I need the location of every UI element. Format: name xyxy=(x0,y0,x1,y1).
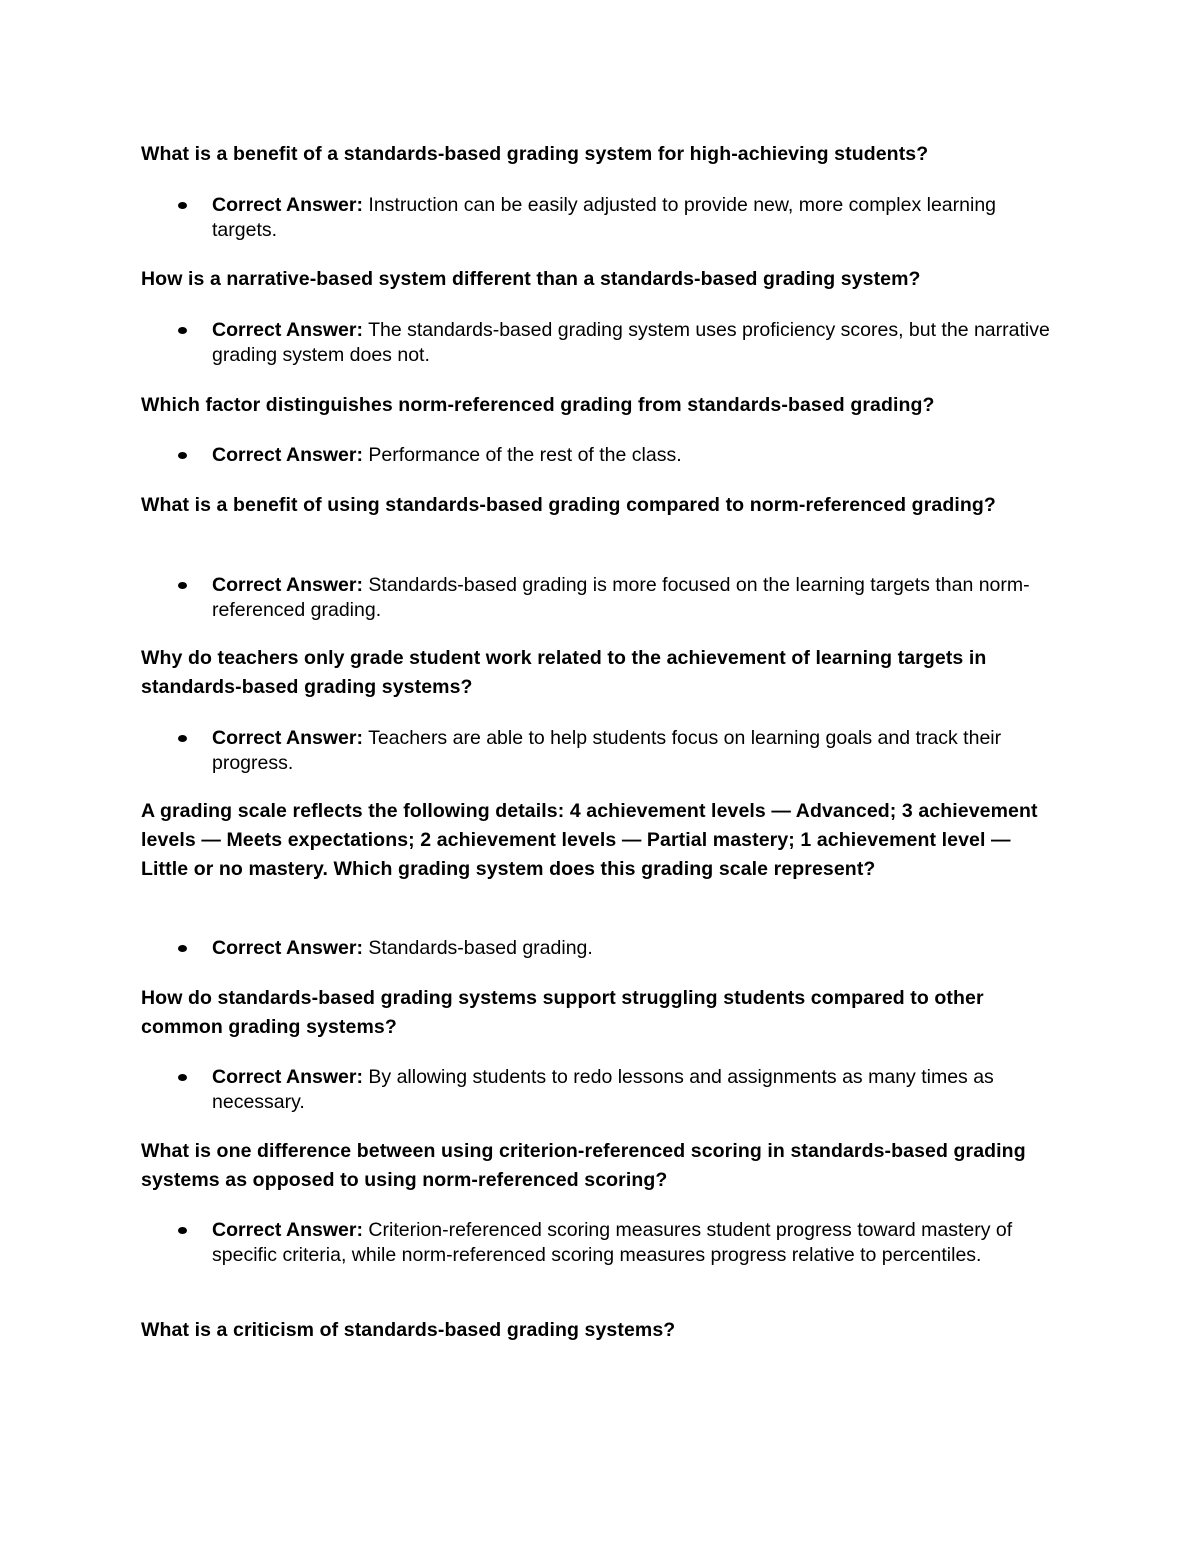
answer-label: Correct Answer: xyxy=(212,574,363,596)
question-text: How is a narrative-based system different than a standards-based grading system? xyxy=(141,268,921,290)
answer-label: Correct Answer: xyxy=(212,1066,363,1088)
answer-text: Teachers are able to help students focus on learning goals and track their progress. xyxy=(212,727,1002,774)
answer-text: Performance of the rest of the class. xyxy=(368,444,682,466)
question-text: How do standards-based grading systems support struggling students compared to other common grading systems? xyxy=(141,987,984,1038)
answer-list xyxy=(212,318,1062,368)
answer-list xyxy=(212,193,1062,243)
bullet-icon xyxy=(178,582,187,589)
answer-label: Correct Answer: xyxy=(212,319,363,341)
answer-text: By allowing students to redo lessons and assignments as many times as necessary. xyxy=(212,1066,994,1113)
answer-label: Correct Answer: xyxy=(212,937,363,959)
bullet-icon xyxy=(178,202,187,209)
qa-block xyxy=(141,1316,1061,1345)
question-text: Why do teachers only grade student work related to the achievement of learning targets in standards-based grading systems? xyxy=(141,647,987,698)
qa-block xyxy=(141,644,1061,774)
answer-item xyxy=(212,1065,1062,1115)
question-text: What is a benefit of a standards-based grading system for high-achieving students? xyxy=(141,143,929,165)
bullet-icon xyxy=(178,1074,187,1081)
qa-block xyxy=(141,140,1061,241)
answer-item xyxy=(212,573,1062,623)
question-text: What is a criticism of standards-based grading systems? xyxy=(141,1319,676,1341)
answer-text: Standards-based grading. xyxy=(368,937,593,959)
qa-block xyxy=(141,797,1061,959)
answer-list xyxy=(212,443,1062,468)
answer-list xyxy=(212,936,1062,961)
answer-item xyxy=(212,726,1062,776)
qa-block xyxy=(141,1137,1061,1266)
bullet-icon xyxy=(178,945,187,952)
answer-item xyxy=(212,1218,1062,1268)
answer-label: Correct Answer: xyxy=(212,1219,363,1241)
bullet-icon xyxy=(178,327,187,334)
bullet-icon xyxy=(178,1227,187,1234)
answer-list xyxy=(212,1065,1062,1115)
question-text: Which factor distinguishes norm-referenced grading from standards-based grading? xyxy=(141,394,935,416)
answer-item xyxy=(212,936,1062,961)
question-text: What is a benefit of using standards-based grading compared to norm-referenced grading? xyxy=(141,494,996,516)
bullet-icon xyxy=(178,452,187,459)
bullet-icon xyxy=(178,735,187,742)
answer-text: Criterion-referenced scoring measures student progress toward mastery of specific criteria, while norm-referenced scoring measures progress relative to percentiles. xyxy=(212,1219,1013,1266)
answer-text: Standards-based grading is more focused on the learning targets than norm-referenced grading. xyxy=(212,574,1030,621)
answer-text: Instruction can be easily adjusted to provide new, more complex learning targets. xyxy=(212,194,997,241)
qa-block xyxy=(141,984,1061,1113)
question-text: A grading scale reflects the following details: 4 achievement levels — Advanced; 3 achievement levels — Meets expectations; 2 achievement levels — Partial mastery; 1 achievement level — Little or no mastery. Which grading system does this grading scale represent? xyxy=(141,800,1038,880)
qa-block xyxy=(141,265,1061,366)
answer-label: Correct Answer: xyxy=(212,444,363,466)
answer-label: Correct Answer: xyxy=(212,194,363,216)
answer-list xyxy=(212,726,1062,776)
answer-item xyxy=(212,193,1062,243)
answer-list xyxy=(212,1218,1062,1268)
question-text: What is one difference between using criterion-referenced scoring in standards-based grading systems as opposed to using norm-referenced scoring? xyxy=(141,1140,1026,1191)
answer-list xyxy=(212,573,1062,623)
answer-item xyxy=(212,318,1062,368)
qa-block xyxy=(141,391,1061,466)
answer-label: Correct Answer: xyxy=(212,727,363,749)
answer-item xyxy=(212,443,1062,468)
qa-block xyxy=(141,491,1061,621)
answer-text: The standards-based grading system uses proficiency scores, but the narrative grading system does not. xyxy=(212,319,1050,366)
